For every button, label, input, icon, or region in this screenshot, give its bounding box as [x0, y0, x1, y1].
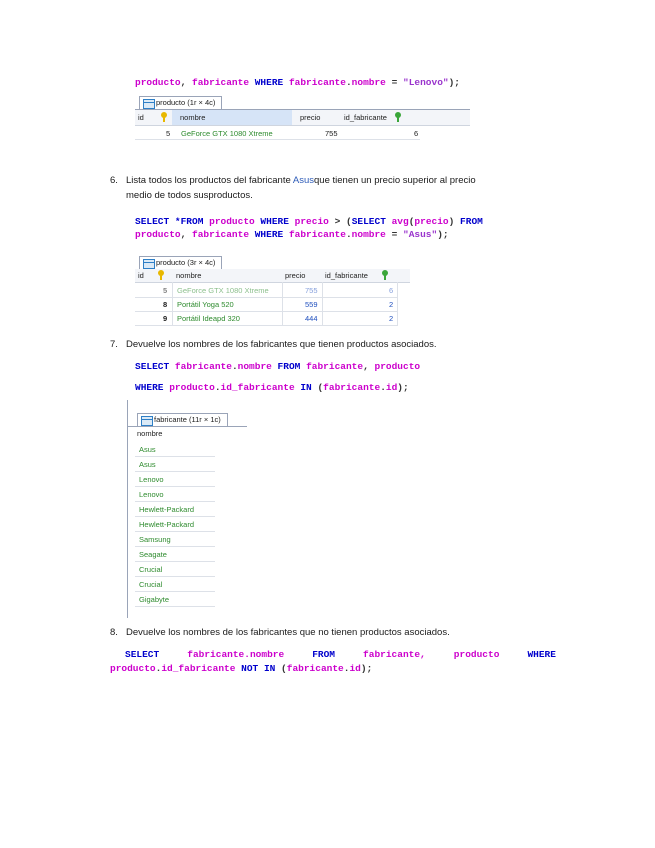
code-line	[135, 76, 460, 89]
code-line	[135, 228, 483, 241]
code-token: FROM	[460, 216, 483, 227]
code-token: fabricante	[192, 77, 250, 88]
result-tab[interactable]: producto (3r × 4c)	[139, 256, 222, 269]
code-token: WHERE	[254, 216, 295, 227]
code-token: producto	[374, 361, 421, 372]
result-tab[interactable]: fabricante (11r × 1c)	[137, 413, 228, 426]
primary-key-icon	[161, 112, 167, 118]
col-header-precio[interactable]: precio	[285, 271, 306, 280]
code-token: )	[448, 216, 461, 227]
table-row-id: 5	[166, 129, 171, 138]
col-header-nombre[interactable]: nombre	[180, 113, 206, 122]
table-cell: 6	[389, 286, 394, 295]
table-cell: 9	[163, 314, 168, 323]
code-token: > (	[328, 216, 352, 227]
code-token: WHERE	[135, 382, 170, 393]
code-token: precio	[294, 216, 329, 227]
result-tab[interactable]: producto (1r × 4c)	[139, 96, 222, 109]
table-cell: 559	[305, 300, 318, 309]
code-token: fabricante	[192, 229, 250, 240]
code-token: nombre	[351, 229, 386, 240]
code-token: SELECT *FROM	[135, 216, 210, 227]
code-token: );	[360, 663, 373, 674]
question-8: 8. Devuelve los nombres de los fabricantes que no tienen productos asociados.	[110, 627, 450, 638]
table-icon	[143, 99, 155, 109]
code-token: FROM	[271, 361, 307, 372]
code-token: producto	[110, 663, 156, 674]
code-token: .	[380, 382, 386, 393]
code-token: ,	[180, 229, 193, 240]
list-item: Lenovo	[139, 475, 164, 484]
code-token: =	[385, 229, 403, 240]
table-cell: 444	[305, 314, 318, 323]
highlight-asus: Asus	[292, 175, 315, 186]
code-token: .	[345, 229, 352, 240]
list-item: Gigabyte	[139, 595, 170, 604]
code-token: fabricante.nombre	[187, 649, 285, 660]
code-block-7-line1	[135, 360, 420, 373]
list-item: Seagate	[139, 550, 167, 559]
code-token: avg	[391, 216, 409, 227]
code-token: id_fabricante	[161, 663, 236, 674]
table-cell: 2	[389, 314, 394, 323]
col-header-nombre[interactable]: nombre	[137, 429, 163, 438]
code-line	[135, 215, 483, 228]
list-item: Hewlett-Packard	[139, 520, 195, 529]
col-header-nombre[interactable]: nombre	[176, 271, 202, 280]
table-cell: 2	[389, 300, 394, 309]
code-token: IN	[294, 382, 318, 393]
code-token: (	[408, 216, 415, 227]
code-token: fabricante	[286, 663, 344, 674]
table-cell: Portátil Ideapd 320	[177, 314, 240, 323]
code-token: producto	[135, 77, 181, 88]
foreign-key-icon	[395, 112, 401, 118]
table-row-precio: 755	[325, 129, 338, 138]
table-row-id-fabricante: 6	[414, 129, 419, 138]
table-cell: 5	[163, 286, 168, 295]
code-token: WHERE	[249, 77, 289, 88]
code-token: fabricante	[288, 229, 346, 240]
table-cell: Portátil Yoga 520	[177, 300, 234, 309]
code-token: fabricante,	[363, 649, 426, 660]
code-token: );	[437, 229, 449, 240]
table-icon	[143, 259, 155, 269]
code-token: (	[281, 663, 287, 674]
list-item: Lenovo	[139, 490, 164, 499]
table-cell: 755	[305, 286, 318, 295]
code-token: nombre	[237, 361, 272, 372]
table-row-nombre: GeForce GTX 1080 Xtreme	[181, 129, 273, 138]
code-token: .	[214, 382, 221, 393]
code-token: NOT IN	[235, 663, 282, 674]
code-token: FROM	[312, 649, 336, 660]
code-token: fabricante	[174, 361, 232, 372]
code-token: id_fabricante	[220, 382, 295, 393]
code-token: producto	[135, 229, 181, 240]
code-token: fabricante	[288, 77, 346, 88]
code-token: ,	[180, 77, 193, 88]
code-token: precio	[414, 216, 449, 227]
code-token: "Asus"	[403, 229, 438, 240]
code-token: .	[231, 361, 238, 372]
list-item: Asus	[139, 460, 156, 469]
question-7: 7. Devuelve los nombres de los fabricantes que tienen productos asociados.	[110, 339, 437, 350]
code-block-5-line	[135, 76, 460, 89]
code-token: );	[448, 77, 461, 88]
code-token: .	[343, 663, 350, 674]
code-token: fabricante	[306, 361, 364, 372]
col-header-id-fabricante[interactable]: id_fabricante	[344, 113, 387, 122]
list-item: Crucial	[139, 580, 163, 589]
col-header-id-fabricante[interactable]: id_fabricante	[325, 271, 368, 280]
col-header-id[interactable]: id	[138, 113, 144, 122]
foreign-key-icon	[382, 270, 388, 276]
code-token: ,	[363, 361, 375, 372]
code-token: .	[345, 77, 352, 88]
list-item: Hewlett-Packard	[139, 505, 195, 514]
code-block-6	[135, 215, 483, 241]
code-token: id	[349, 663, 361, 674]
list-item: Crucial	[139, 565, 163, 574]
code-token: WHERE	[527, 649, 556, 660]
code-token: fabricante	[323, 382, 381, 393]
question-6: 6. Lista todos los productos del fabricante Asusque tienen un precio superior al precio medio de todos susproductos.	[110, 175, 476, 201]
code-token: SELECT	[135, 361, 175, 372]
code-token: );	[397, 382, 409, 393]
table-icon	[141, 416, 153, 426]
code-token: producto	[209, 216, 255, 227]
list-item: Samsung	[139, 535, 171, 544]
code-token: WHERE	[249, 229, 289, 240]
code-block-8-line1	[125, 648, 556, 661]
col-header-precio[interactable]: precio	[300, 113, 321, 122]
code-token: "Lenovo"	[403, 77, 449, 88]
code-token: producto	[169, 382, 215, 393]
code-token: =	[385, 77, 403, 88]
table-cell: GeForce GTX 1080 Xtreme	[177, 286, 269, 295]
primary-key-icon	[158, 270, 164, 276]
table-cell: 8	[163, 300, 168, 309]
code-token: id	[385, 382, 398, 393]
code-token: producto	[453, 649, 500, 660]
code-token: nombre	[351, 77, 386, 88]
code-token: .	[155, 663, 162, 674]
code-token: SELECT	[351, 216, 392, 227]
list-item: Asus	[139, 445, 156, 454]
code-token: (	[317, 382, 324, 393]
col-header-id[interactable]: id	[138, 271, 144, 280]
code-block-8-line2	[110, 662, 372, 675]
code-token: SELECT	[125, 649, 160, 660]
code-block-7-line2	[135, 381, 409, 394]
